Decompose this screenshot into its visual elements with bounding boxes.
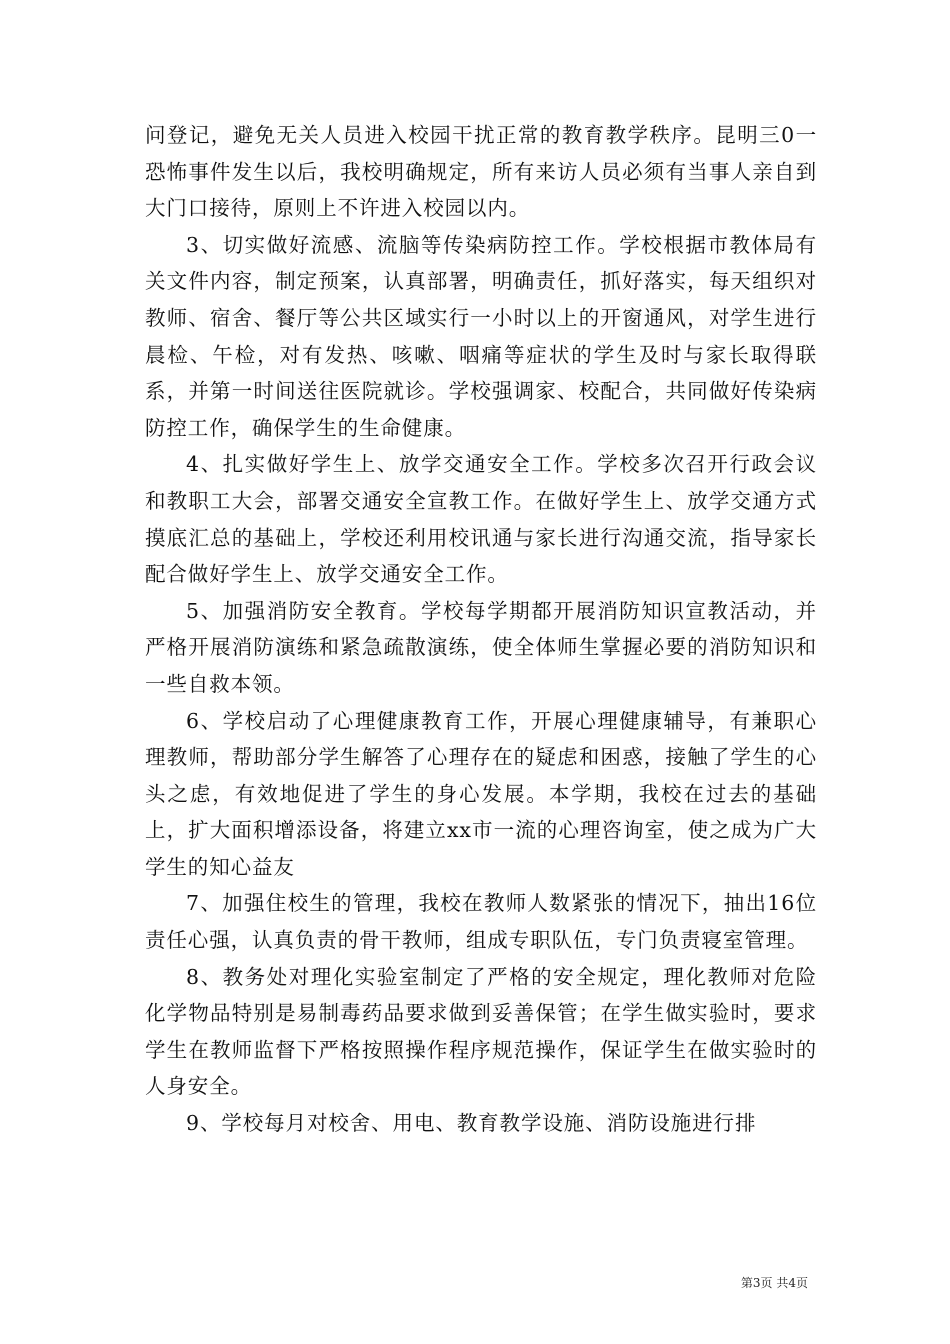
paragraph-item-3: 3、切实做好流感、流脑等传染病防控工作。学校根据市教体局有关文件内容，制定预案，认真部署，明确责任，抓好落实，每天组织对教师、宿舍、餐厅等公共区域实行一小时以上的开窗通风，对学生进行晨检、午检，对有发热、咳嗽、咽痛等症状的学生及时与家长取得联系，并第一时间送往医院就诊。学校强调家、校配合，共同做好传染病防控工作，确保学生的生命健康。 — [145, 232, 817, 440]
document-body — [145, 117, 817, 1142]
paragraph-item-8: 8、教务处对理化实验室制定了严格的安全规定，理化教师对危险化学物品特别是易制毒药品要求做到妥善保管；在学生做实验时，要求学生在教师监督下严格按照操作程序规范操作，保证学生在做实验时的人身安全。 — [145, 964, 817, 1099]
paragraph-item-5: 5、加强消防安全教育。学校每学期都开展消防知识宣教活动，并严格开展消防演练和紧急疏散演练，使全体师生掌握必要的消防知识和一些自救本领。 — [145, 598, 817, 696]
paragraph-item-6: 6、学校启动了心理健康教育工作，开展心理健康辅导，有兼职心理教师，帮助部分学生解答了心理存在的疑虑和困惑，接触了学生的心头之虑，有效地促进了学生的身心发展。本学期，我校在过去的基础上，扩大面积增添设备，将建立xx市一流的心理咨询室，使之成为广大学生的知心益友 — [145, 708, 817, 879]
paragraph-item-9: 9、学校每月对校舍、用电、教育教学设施、消防设施进行排 — [186, 1111, 757, 1136]
page-number: 第3页 共4页 — [740, 1276, 808, 1290]
paragraph-item-4: 4、扎实做好学生上、放学交通安全工作。学校多次召开行政会议和教职工大会，部署交通安全宣教工作。在做好学生上、放学交通方式摸底汇总的基础上，学校还利用校讯通与家长进行沟通交流，指导家长配合做好学生上、放学交通安全工作。 — [145, 452, 817, 587]
paragraph-continued: 问登记，避免无关人员进入校园干扰正常的教育教学秩序。昆明三0一恐怖事件发生以后，我校明确规定，所有来访人员必须有当事人亲自到大门口接待，原则上不许进入校园以内。 — [145, 123, 817, 221]
paragraph-item-7: 7、加强住校生的管理，我校在教师人数紧张的情况下，抽出16位责任心强，认真负责的骨干教师，组成专职队伍，专门负责寝室管理。 — [145, 891, 817, 953]
